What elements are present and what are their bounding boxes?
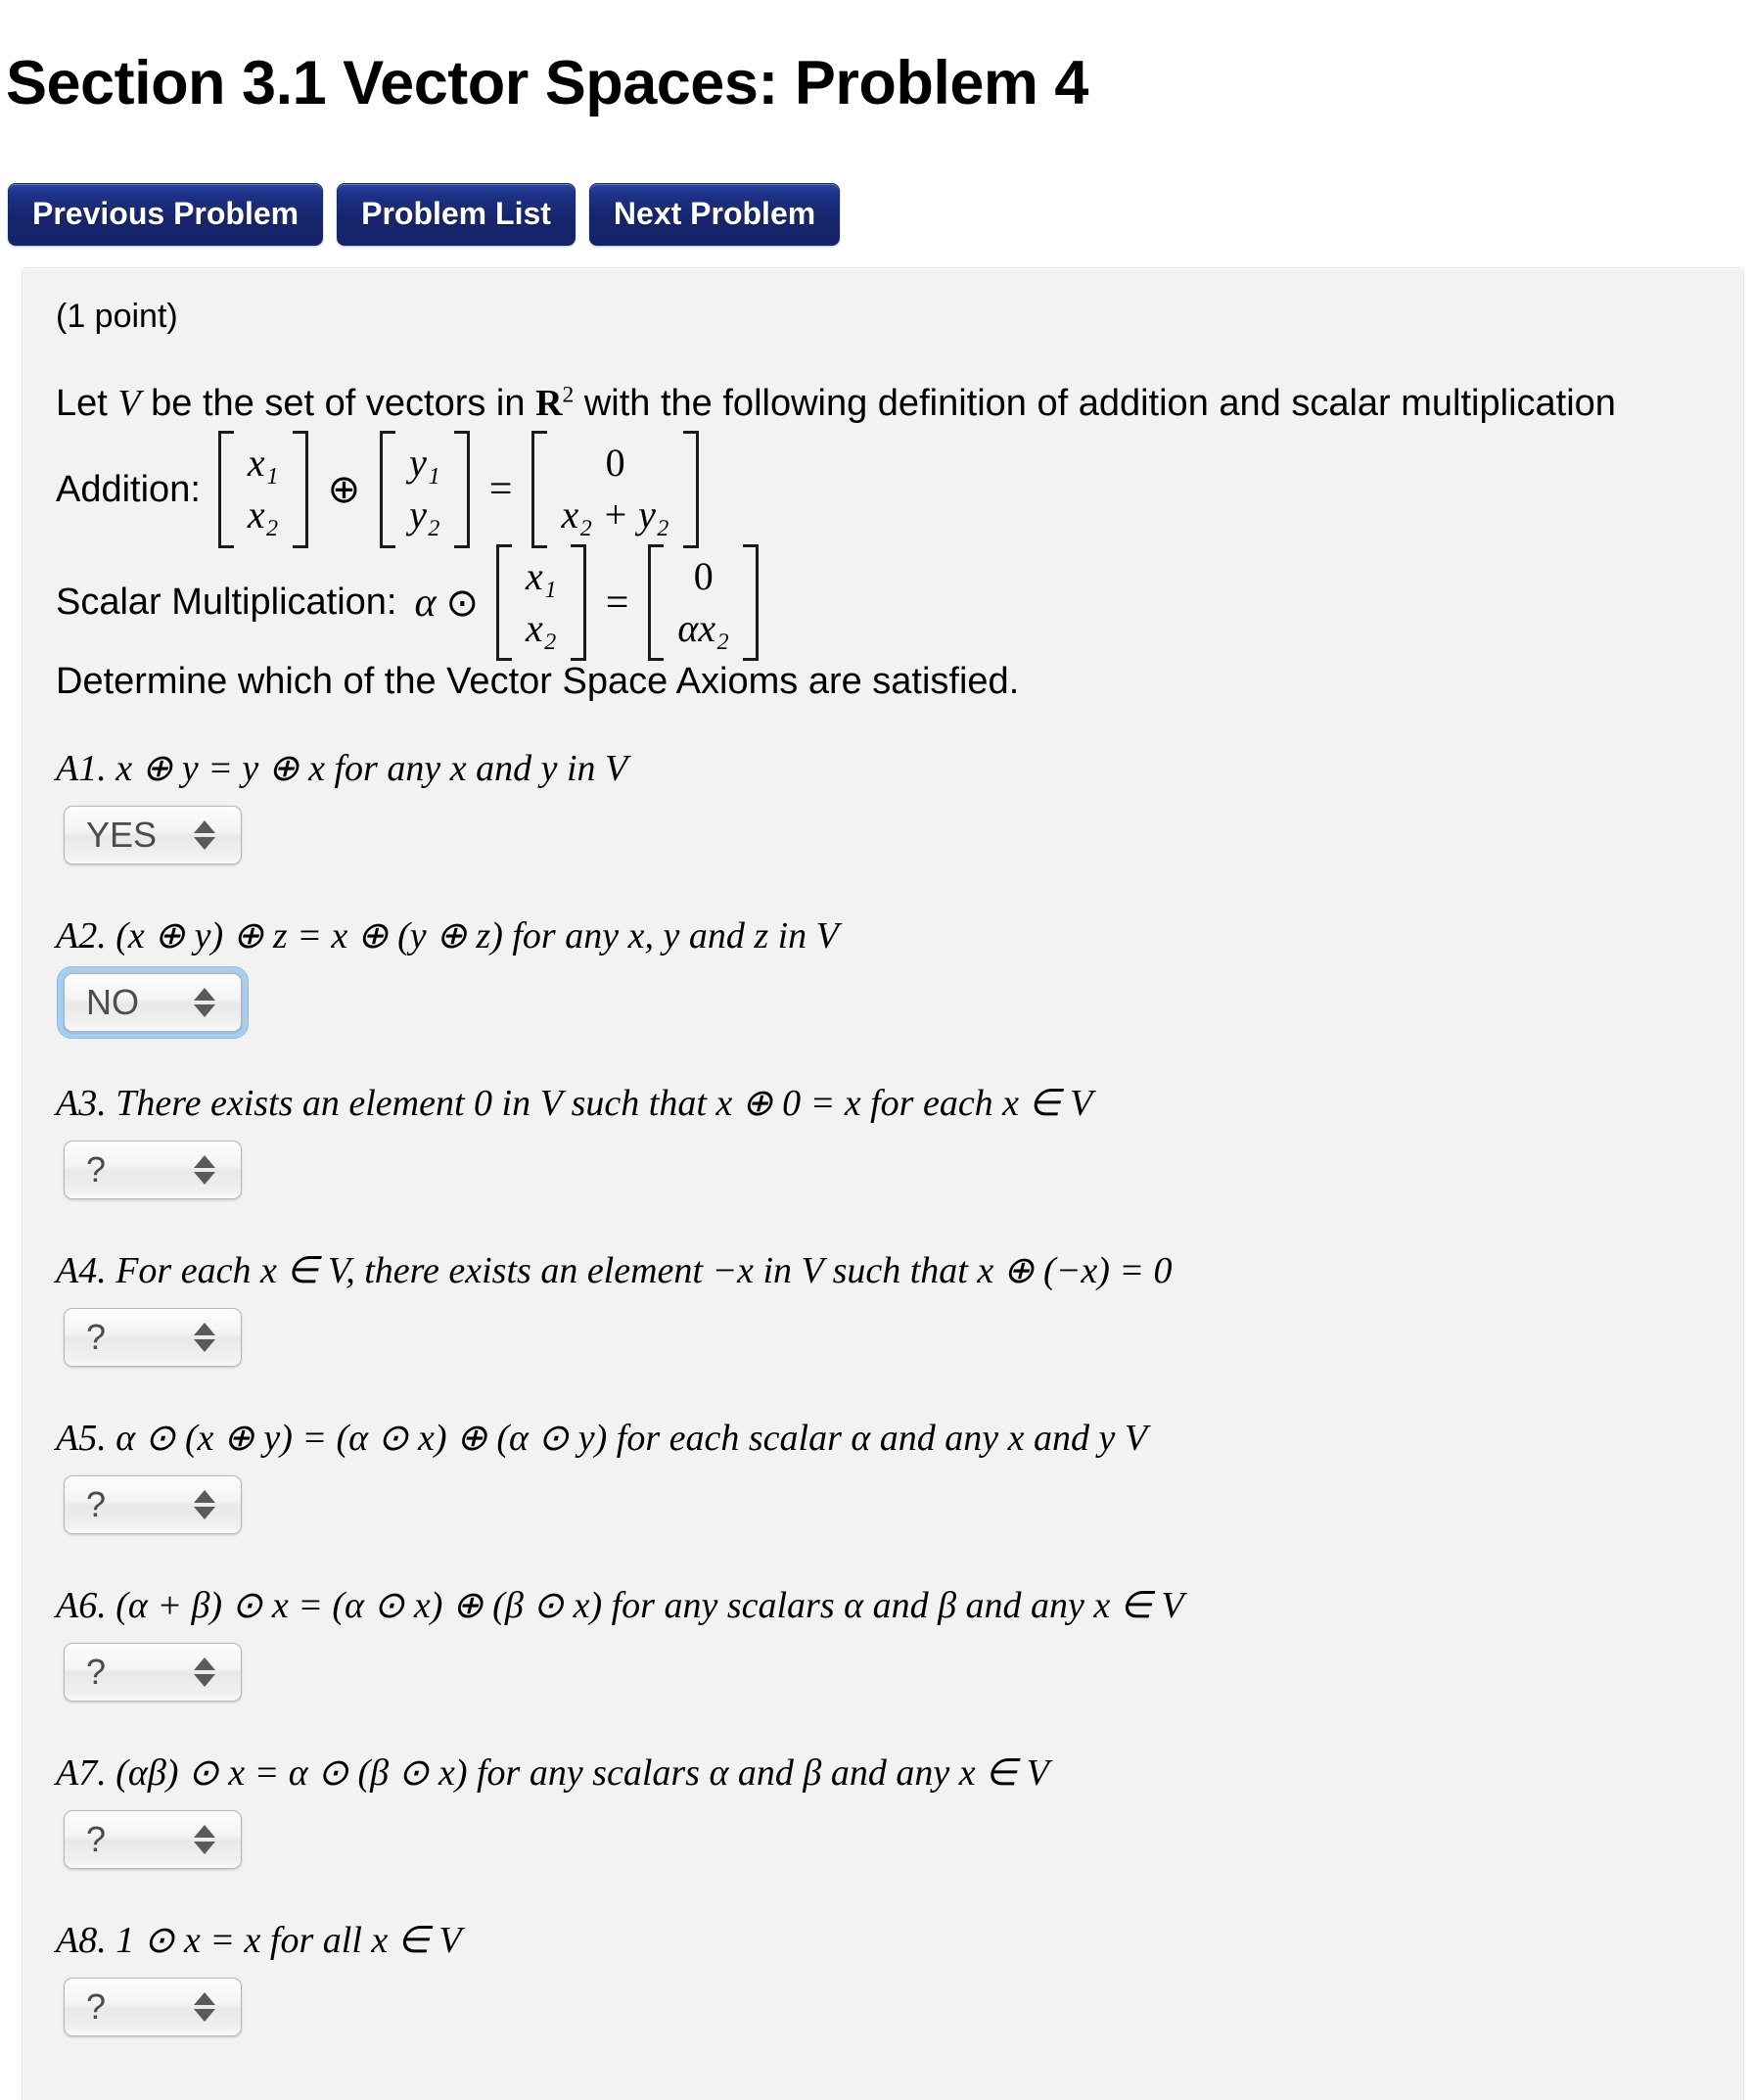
axiom-a4-value: ? (86, 1317, 107, 1358)
bracket-left-icon (218, 431, 234, 548)
next-problem-button[interactable]: Next Problem (589, 183, 840, 246)
arrow-up-icon (194, 820, 215, 833)
arrow-up-icon (194, 988, 215, 1001)
axiom-a2 (56, 913, 1743, 1038)
axiom-a4 (56, 1248, 1743, 1373)
axiom-a7-text: A7. (αβ) ⊙ x = α ⊙ (β ⊙ x) for any scalars α and β and any x ∈ V (56, 1752, 1049, 1795)
axiom-a4-select[interactable] (64, 1308, 242, 1367)
arrow-up-icon (194, 1323, 215, 1335)
addition-y2: y₂ (409, 492, 440, 537)
problem-list-button[interactable]: Problem List (337, 183, 576, 246)
problem-panel (22, 267, 1744, 2100)
axiom-a5 (56, 1416, 1743, 1540)
stepper-arrows-icon[interactable] (194, 820, 215, 850)
axiom-a5-value: ? (86, 1484, 107, 1525)
axiom-a8-value: ? (86, 1986, 107, 2028)
addition-x2: x₂ (247, 492, 279, 537)
intro-reals-symbol: R (535, 382, 563, 424)
axiom-a7-select[interactable] (64, 1810, 242, 1869)
axiom-a3-select[interactable] (64, 1141, 242, 1199)
intro-reals-exponent: 2 (562, 382, 575, 408)
axiom-a1 (56, 746, 1743, 870)
axiom-a7 (56, 1750, 1743, 1875)
axiom-a6-select-wrap[interactable] (58, 1637, 248, 1707)
arrow-up-icon (194, 1657, 215, 1670)
bracket-right-icon (571, 544, 586, 662)
problem-statement-intro (56, 381, 1743, 428)
points-label: (1 point) (56, 297, 178, 335)
axiom-a1-select-wrap[interactable] (58, 800, 248, 870)
problem-page (0, 41, 1752, 2100)
addition-vector-y (376, 431, 474, 548)
bracket-left-icon (648, 544, 664, 662)
axiom-a6 (56, 1583, 1743, 1707)
axiom-a7-select-wrap[interactable] (58, 1804, 248, 1875)
addition-vector-x (214, 431, 312, 548)
stepper-arrows-icon[interactable] (194, 1992, 215, 2022)
bracket-right-icon (743, 544, 759, 662)
axiom-a3-select-wrap[interactable] (58, 1135, 248, 1205)
axiom-a3-value: ? (86, 1149, 107, 1190)
addition-x1: x₁ (247, 441, 279, 486)
scalar-alpha-symbol: α (414, 580, 437, 626)
intro-set-symbol: V (117, 382, 141, 424)
arrow-up-icon (194, 1825, 215, 1838)
arrow-down-icon (194, 837, 215, 850)
bracket-left-icon (496, 544, 512, 662)
axiom-a6-value: ? (86, 1652, 107, 1693)
equals-icon: = (605, 580, 629, 626)
axiom-a4-text: A4. For each x ∈ V, there exists an element −x in V such that x ⊕ (−x) = 0 (56, 1250, 1173, 1292)
axiom-a3-text: A3. There exists an element 0 in V such that x ⊕ 0 = x for each x ∈ V (56, 1083, 1093, 1125)
axiom-a7-value: ? (86, 1819, 107, 1860)
bracket-left-icon (380, 431, 395, 548)
stepper-arrows-icon[interactable] (194, 1490, 215, 1519)
determine-instruction: Determine which of the Vector Space Axioms are satisfied. (56, 661, 1020, 703)
odot-icon: ⊙ (445, 580, 480, 626)
arrow-down-icon (194, 1004, 215, 1017)
scalar-multiplication-definition (56, 544, 1743, 662)
addition-definition (56, 431, 1743, 548)
axiom-a1-select[interactable] (64, 806, 242, 864)
axiom-a6-select[interactable] (64, 1643, 242, 1702)
scalar-x2: x₂ (526, 605, 557, 650)
navigation-bar (0, 162, 1752, 246)
axiom-a5-text: A5. α ⊙ (x ⊕ y) = (α ⊙ x) ⊕ (α ⊙ y) for each scalar α and any x and y V (56, 1418, 1148, 1460)
axiom-a2-select[interactable] (64, 973, 242, 1032)
arrow-down-icon (194, 1172, 215, 1185)
axiom-a8-select-wrap[interactable] (58, 1972, 248, 2042)
arrow-down-icon (194, 1339, 215, 1352)
axiom-a8 (56, 1918, 1743, 2042)
stepper-arrows-icon[interactable] (194, 1323, 215, 1352)
addition-result-row1: 0 (605, 441, 625, 486)
scalar-x1: x₁ (526, 553, 557, 598)
intro-middle: be the set of vectors in (151, 382, 526, 424)
arrow-down-icon (194, 1507, 215, 1519)
axiom-a1-text: A1. x ⊕ y = y ⊕ x for any x and y in V (56, 748, 628, 790)
scalar-vector-x (492, 544, 590, 662)
stepper-arrows-icon[interactable] (194, 988, 215, 1017)
arrow-up-icon (194, 1155, 215, 1168)
axiom-a4-select-wrap[interactable] (58, 1302, 248, 1373)
axiom-a3 (56, 1081, 1743, 1205)
bracket-right-icon (293, 431, 308, 548)
axiom-a8-select[interactable] (64, 1978, 242, 2036)
bracket-right-icon (454, 431, 470, 548)
axiom-a2-value: NO (86, 982, 139, 1023)
scalar-result-vector (644, 544, 762, 662)
axiom-a5-select-wrap[interactable] (58, 1470, 248, 1540)
scalar-result-row1: 0 (693, 553, 714, 598)
arrow-down-icon (194, 2009, 215, 2022)
oplus-icon: ⊕ (327, 467, 361, 513)
addition-label: Addition: (56, 468, 201, 510)
axiom-a5-select[interactable] (64, 1475, 242, 1534)
stepper-arrows-icon[interactable] (194, 1825, 215, 1854)
scalar-multiplication-label: Scalar Multiplication: (56, 582, 397, 624)
arrow-up-icon (194, 1992, 215, 2005)
addition-result-row2: x₂ + y₂ (561, 492, 669, 537)
arrow-down-icon (194, 1842, 215, 1854)
arrow-up-icon (194, 1490, 215, 1503)
previous-problem-button[interactable]: Previous Problem (8, 183, 323, 246)
axiom-a2-text: A2. (x ⊕ y) ⊕ z = x ⊕ (y ⊕ z) for any x, y and z in V (56, 915, 839, 957)
axiom-a2-select-wrap[interactable] (58, 967, 248, 1038)
axiom-a8-text: A8. 1 ⊙ x = x for all x ∈ V (56, 1920, 462, 1962)
addition-result-vector (528, 431, 702, 548)
equals-icon: = (488, 467, 513, 513)
axiom-a1-value: YES (86, 815, 158, 856)
arrow-down-icon (194, 1674, 215, 1687)
stepper-arrows-icon[interactable] (194, 1657, 215, 1687)
intro-prefix: Let (56, 382, 108, 424)
page-title: Section 3.1 Vector Spaces: Problem 4 (6, 49, 1088, 118)
bracket-right-icon (683, 431, 699, 548)
intro-suffix: with the following definition of addition and scalar multiplication (583, 382, 1616, 424)
axiom-a6-text: A6. (α + β) ⊙ x = (α ⊙ x) ⊕ (β ⊙ x) for any scalars α and β and any x ∈ V (56, 1585, 1184, 1627)
addition-y1: y₁ (409, 441, 440, 486)
bracket-left-icon (531, 431, 547, 548)
stepper-arrows-icon[interactable] (194, 1155, 215, 1185)
scalar-result-row2: αx₂ (677, 605, 730, 650)
